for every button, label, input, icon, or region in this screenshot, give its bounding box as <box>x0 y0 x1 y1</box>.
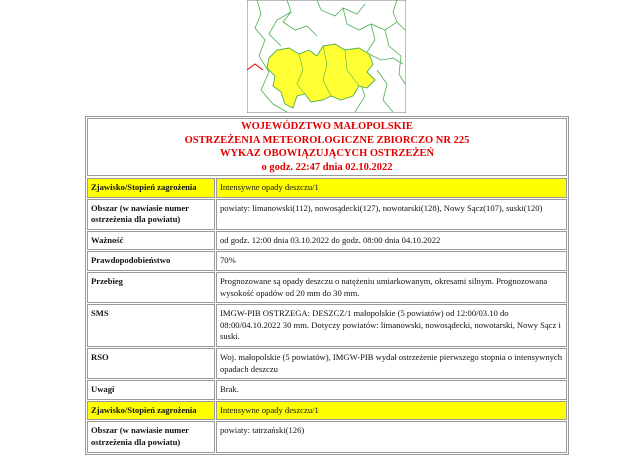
row-label: Zjawisko/Stopień zagrożenia <box>87 401 215 421</box>
table-row <box>87 401 567 421</box>
row-value: powiaty: tatrzański(126) <box>216 421 567 452</box>
row-value: od godz. 12:00 dnia 03.10.2022 do godz. 08:00 dnia 04.10.2022 <box>216 231 567 251</box>
row-label: SMS <box>87 304 215 347</box>
voivodeship-map <box>247 0 406 113</box>
issue-time: o godz. 22:47 dnia 02.10.2022 <box>261 161 393 173</box>
row-value: Intensywne opady deszczu/1 <box>216 401 567 421</box>
row-label: Prawdopodobieństwo <box>87 251 215 271</box>
row-label: Uwagi <box>87 380 215 400</box>
list-title: WYKAZ OBOWIĄZUJĄCYCH OSTRZEŻEŃ <box>219 148 435 159</box>
document-header <box>87 118 567 176</box>
row-value: IMGW-PIB OSTRZEGA: DESZCZ/1 małopolskie (5 powiatów) od 12:00/03.10 do 08:00/04.10.2022 30 mm. Dotyczy powiatów: limanowski, nowosądecki, nowotarski, Nowy Sącz i suski. <box>216 304 567 347</box>
row-label: Przebieg <box>87 272 215 303</box>
row-label: Ważność <box>87 231 215 251</box>
row-value: Brak. <box>216 380 567 400</box>
bulletin-title: OSTRZEŻENIA METEOROLOGICZNE ZBIORCZO NR 225 <box>184 134 470 146</box>
row-value: 70% <box>216 251 567 271</box>
table-row <box>87 178 567 198</box>
table-row <box>87 421 567 452</box>
table-row <box>87 251 567 271</box>
row-value: Prognozowane są opady deszczu o natężeniu umiarkowanym, okresami silnym. Prognozowana wysokość opadów od 20 mm do 30 mm. <box>216 272 567 303</box>
row-value: Intensywne opady deszczu/1 <box>216 178 567 198</box>
row-label: Zjawisko/Stopień zagrożenia <box>87 178 215 198</box>
row-label: Obszar (w nawiasie numer ostrzeżenia dla powiatu) <box>87 199 215 230</box>
region-title: WOJEWÓDZTWO MAŁOPOLSKIE <box>241 121 413 132</box>
row-label: RSO <box>87 348 215 379</box>
table-row <box>87 304 567 347</box>
table-row <box>87 272 567 303</box>
table-row <box>87 380 567 400</box>
table-row <box>87 348 567 379</box>
row-label: Obszar (w nawiasie numer ostrzeżenia dla powiatu) <box>87 421 215 452</box>
warnings-document <box>85 116 569 455</box>
table-row <box>87 199 567 230</box>
table-row <box>87 231 567 251</box>
row-value: powiaty: limanowski(112), nowosądecki(127), nowotarski(128), Nowy Sącz(107), suski(120) <box>216 199 567 230</box>
warnings-table <box>86 177 568 454</box>
row-value: Woj. małopolskie (5 powiatów), IMGW-PIB wydał ostrzeżenie pierwszego stopnia o intensywnych opadach deszczu <box>216 348 567 379</box>
